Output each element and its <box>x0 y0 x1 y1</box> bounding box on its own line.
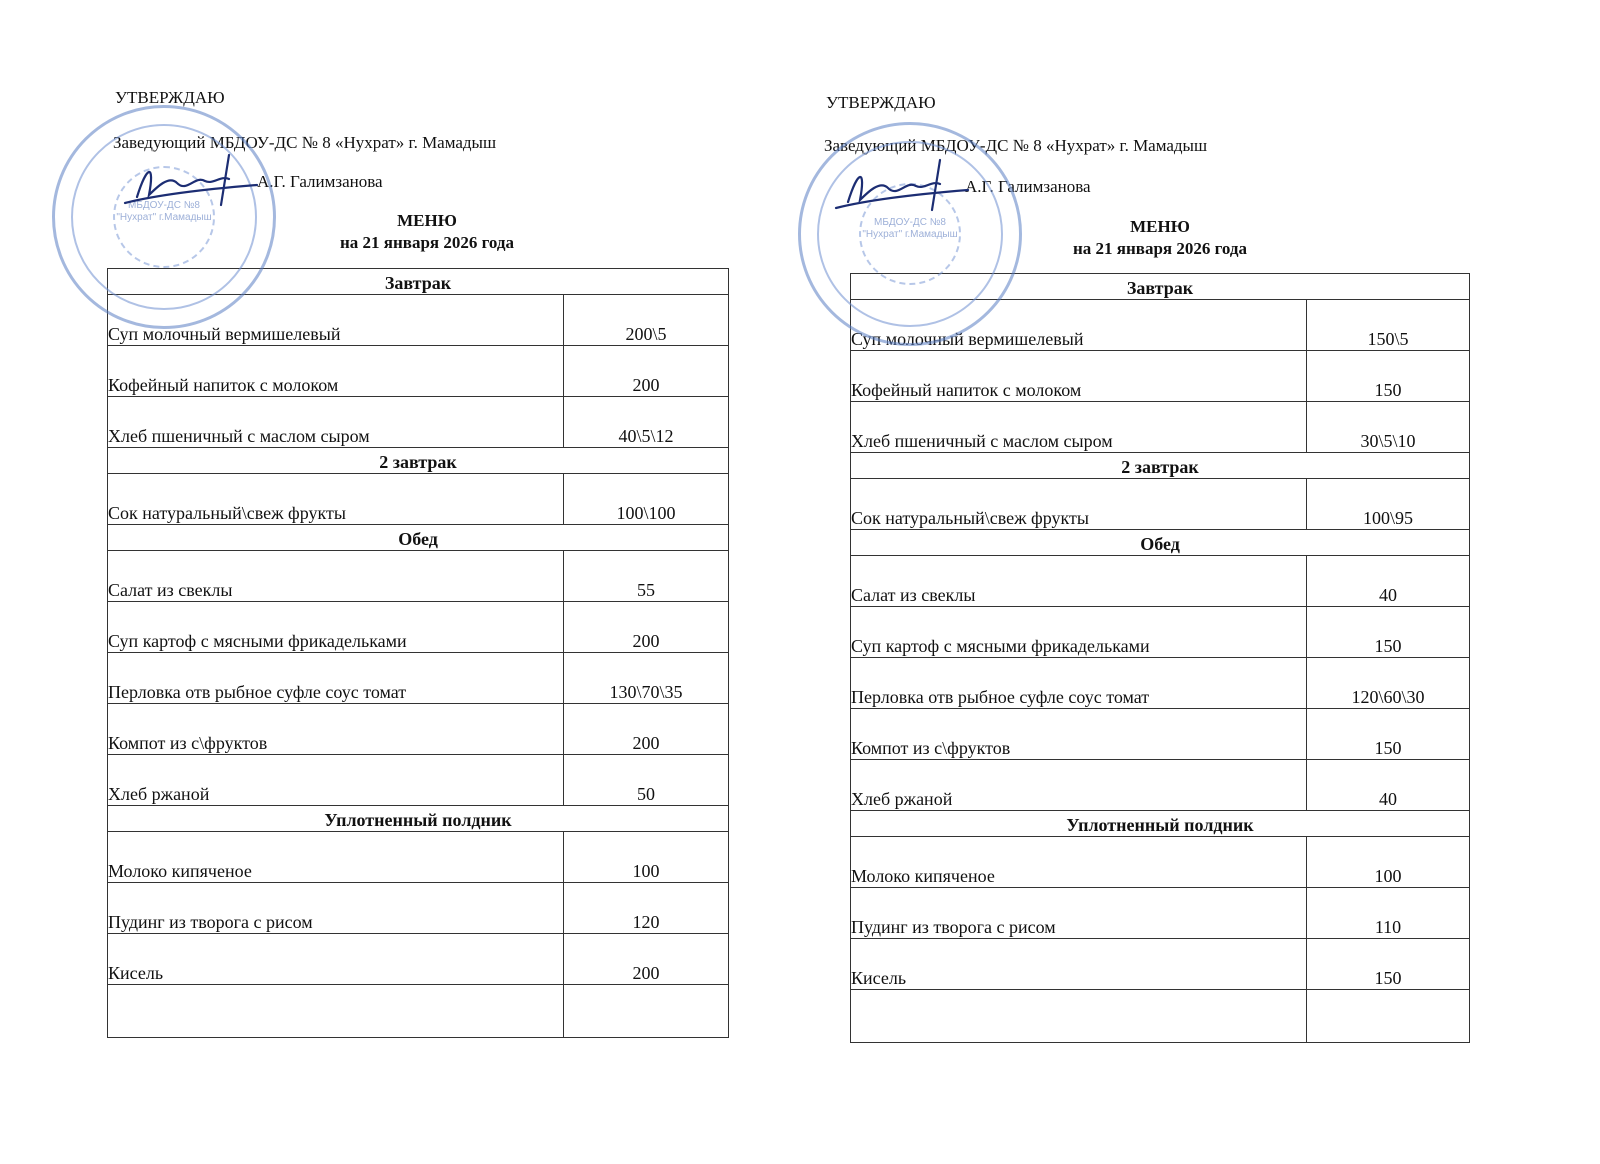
table-row <box>851 939 1470 990</box>
table-row <box>108 832 729 883</box>
dish-name: Сок натуральный\свеж фрукты <box>851 479 1307 530</box>
table-row <box>851 658 1470 709</box>
dish-quantity <box>564 985 729 1038</box>
dish-name: Кисель <box>108 934 564 985</box>
dish-quantity: 50 <box>564 755 729 806</box>
dish-quantity: 100 <box>564 832 729 883</box>
table-row <box>851 837 1470 888</box>
section-header: Уплотненный полдник <box>108 806 729 832</box>
table-row-empty <box>108 985 729 1038</box>
head-position: Заведующий МБДОУ-ДС № 8 «Нухрат» г. Мамадыш <box>113 133 497 152</box>
approve-label: УТВЕРЖДАЮ <box>826 93 936 112</box>
table-row <box>851 607 1470 658</box>
dish-quantity: 150 <box>1307 709 1470 760</box>
stamp-text: МБДОУ-ДС №8 "Нухрат" г.Мамадыш <box>862 217 958 240</box>
dish-name: Хлеб пшеничный с маслом сыром <box>851 402 1307 453</box>
table-row <box>108 474 729 525</box>
table-row <box>851 888 1470 939</box>
dish-name <box>851 990 1307 1043</box>
dish-name: Перловка отв рыбное суфле соус томат <box>851 658 1307 709</box>
table-row <box>108 653 729 704</box>
table-row-empty <box>851 990 1470 1043</box>
menu-title: МЕНЮ <box>397 211 457 230</box>
dish-quantity: 40\5\12 <box>564 397 729 448</box>
table-row <box>851 479 1470 530</box>
signer-name: А.Г. Галимзанова <box>965 177 1091 196</box>
menu-date: на 21 января 2026 года <box>339 233 515 252</box>
dish-name: Суп картоф с мясными фрикадельками <box>851 607 1307 658</box>
table-row <box>108 602 729 653</box>
dish-quantity: 150 <box>1307 607 1470 658</box>
dish-quantity: 100\95 <box>1307 479 1470 530</box>
dish-name: Салат из свеклы <box>108 551 564 602</box>
dish-name: Суп молочный вермишелевый <box>108 295 564 346</box>
dish-name: Хлеб пшеничный с маслом сыром <box>108 397 564 448</box>
dish-name: Молоко кипяченое <box>851 837 1307 888</box>
section-header: Завтрак <box>108 269 729 295</box>
dish-name: Компот из с\фруктов <box>108 704 564 755</box>
section-header: Обед <box>851 530 1470 556</box>
dish-name: Сок натуральный\свеж фрукты <box>108 474 564 525</box>
table-row <box>851 709 1470 760</box>
dish-quantity: 120 <box>564 883 729 934</box>
table-row <box>851 351 1470 402</box>
menu-sheet-left <box>107 0 747 1164</box>
dish-quantity: 120\60\30 <box>1307 658 1470 709</box>
menu-heading <box>850 216 1470 260</box>
section-header: Завтрак <box>851 274 1470 300</box>
dish-quantity: 150 <box>1307 939 1470 990</box>
dish-quantity: 200\5 <box>564 295 729 346</box>
menu-title: МЕНЮ <box>1130 217 1190 236</box>
dish-name: Хлеб ржаной <box>851 760 1307 811</box>
section-header: 2 завтрак <box>108 448 729 474</box>
table-row <box>851 300 1470 351</box>
menu-table <box>107 268 729 1038</box>
dish-name: Перловка отв рыбное суфле соус томат <box>108 653 564 704</box>
dish-quantity: 110 <box>1307 888 1470 939</box>
table-row <box>108 883 729 934</box>
table-row <box>851 556 1470 607</box>
section-header: Уплотненный полдник <box>851 811 1470 837</box>
dish-quantity <box>1307 990 1470 1043</box>
dish-name: Суп картоф с мясными фрикадельками <box>108 602 564 653</box>
approve-label: УТВЕРЖДАЮ <box>115 88 225 107</box>
head-position: Заведующий МБДОУ-ДС № 8 «Нухрат» г. Мамадыш <box>824 136 1208 155</box>
dish-quantity: 150 <box>1307 351 1470 402</box>
dish-quantity: 200 <box>564 602 729 653</box>
dish-name: Кисель <box>851 939 1307 990</box>
dish-name <box>108 985 564 1038</box>
section-header: 2 завтрак <box>851 453 1470 479</box>
table-row <box>108 551 729 602</box>
dish-quantity: 100\100 <box>564 474 729 525</box>
dish-name: Пудинг из творога с рисом <box>108 883 564 934</box>
dish-name: Кофейный напиток с молоком <box>851 351 1307 402</box>
menu-table <box>850 273 1470 1043</box>
signer-name: А.Г. Галимзанова <box>257 172 383 191</box>
dish-name: Хлеб ржаной <box>108 755 564 806</box>
dish-quantity: 40 <box>1307 760 1470 811</box>
dish-name: Салат из свеклы <box>851 556 1307 607</box>
dish-quantity: 200 <box>564 934 729 985</box>
dish-quantity: 200 <box>564 704 729 755</box>
section-header: Обед <box>108 525 729 551</box>
dish-name: Компот из с\фруктов <box>851 709 1307 760</box>
table-row <box>851 760 1470 811</box>
dish-quantity: 55 <box>564 551 729 602</box>
dish-name: Кофейный напиток с молоком <box>108 346 564 397</box>
table-row <box>108 346 729 397</box>
table-row <box>851 402 1470 453</box>
dish-quantity: 40 <box>1307 556 1470 607</box>
menu-sheet-right <box>824 0 1490 1164</box>
dish-quantity: 200 <box>564 346 729 397</box>
dish-name: Суп молочный вермишелевый <box>851 300 1307 351</box>
dish-quantity: 130\70\35 <box>564 653 729 704</box>
dish-name: Пудинг из творога с рисом <box>851 888 1307 939</box>
table-row <box>108 704 729 755</box>
menu-date: на 21 января 2026 года <box>1072 239 1248 258</box>
table-row <box>108 755 729 806</box>
table-row <box>108 934 729 985</box>
table-row <box>108 397 729 448</box>
dish-quantity: 150\5 <box>1307 300 1470 351</box>
dish-name: Молоко кипяченое <box>108 832 564 883</box>
dish-quantity: 100 <box>1307 837 1470 888</box>
stamp-text: МБДОУ-ДС №8 "Нухрат" г.Мамадыш <box>116 200 212 223</box>
dish-quantity: 30\5\10 <box>1307 402 1470 453</box>
table-row <box>108 295 729 346</box>
menu-heading <box>107 210 747 254</box>
